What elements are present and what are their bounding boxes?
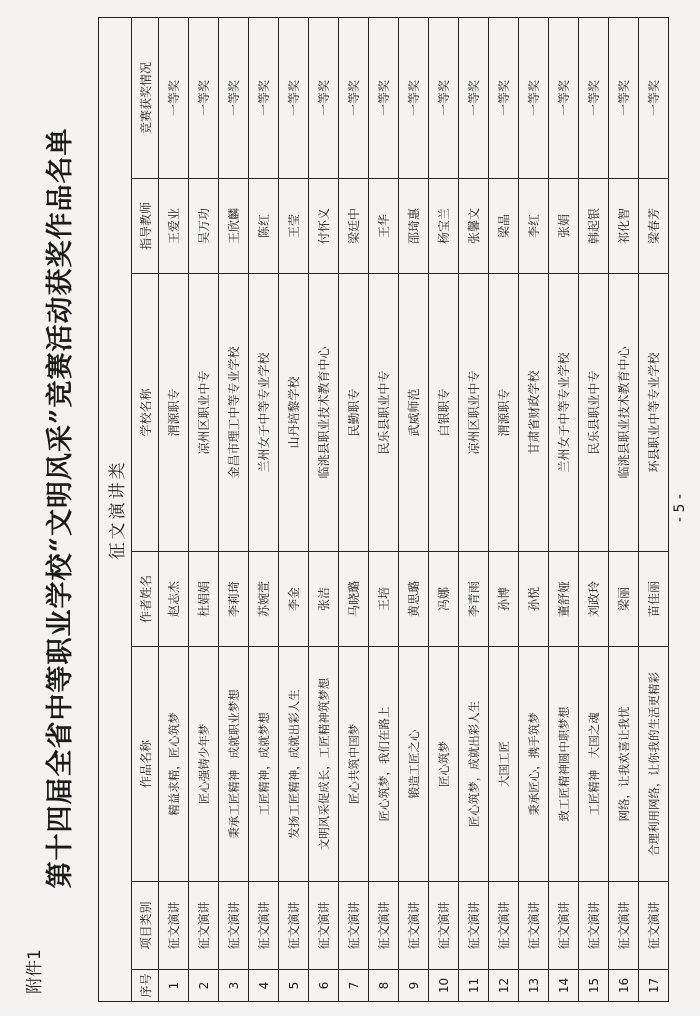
cell-author: 董舒娅 [549,552,579,647]
cell-category: 征文演讲 [549,882,579,970]
cell-school: 甘肃省财政学校 [519,274,549,552]
cell-author: 刘政玲 [579,552,609,647]
table-row [399,18,429,1002]
cell-author: 孙博 [489,552,519,647]
cell-teacher: 张馨文 [459,179,489,274]
cell-title: 匠心共筑中国梦 [339,647,369,882]
col-header-category: 项目类别 [132,882,159,970]
cell-author: 王培 [369,552,399,647]
table-row [459,18,489,1002]
cell-teacher: 王欣麟 [219,179,249,274]
cell-author: 苏婉萱 [249,552,279,647]
cell-author: 李金 [279,552,309,647]
table-row [249,18,279,1002]
col-header-title: 作品名称 [132,647,159,882]
cell-author: 黄思璐 [399,552,429,647]
table-row [549,18,579,1002]
cell-author: 李莉琦 [219,552,249,647]
cell-teacher: 韩起银 [579,179,609,274]
cell-teacher: 张娟 [549,179,579,274]
cell-school: 武威师范 [399,274,429,552]
cell-category: 征文演讲 [429,882,459,970]
cell-no: 8 [369,970,399,1002]
cell-teacher: 王爱业 [159,179,189,274]
document-title: 第十四届全省中等职业学校“文明风采”竞赛活动获奖作品名单 [45,127,76,889]
cell-school: 山丹培黎学校 [279,274,309,552]
cell-author: 梁丽 [609,552,639,647]
section-row [99,18,132,1002]
cell-school: 渭源职专 [489,274,519,552]
attachment-label: 附件1 [25,949,45,994]
cell-teacher: 吴万功 [189,179,219,274]
col-header-author: 作者姓名 [132,552,159,647]
table-row [639,18,669,1002]
cell-category: 征文演讲 [309,882,339,970]
cell-school: 民勤职专 [339,274,369,552]
table-body [159,18,669,1002]
cell-title: 大国工匠 [489,647,519,882]
cell-teacher: 梁廷中 [339,179,369,274]
cell-category: 征文演讲 [339,882,369,970]
header-row [132,18,159,1002]
cell-teacher: 付怀义 [309,179,339,274]
section-title: 征文演讲类 [99,18,132,1002]
cell-award: 一等奖 [549,18,579,179]
cell-school: 临洮县职业技术教育中心 [309,274,339,552]
cell-no: 9 [399,970,429,1002]
col-header-no: 序号 [132,970,159,1002]
cell-title: 网络，让我欢喜让我忧 [609,647,639,882]
cell-no: 3 [219,970,249,1002]
cell-school: 民乐县职业中专 [579,274,609,552]
cell-school: 环县职业中等专业学校 [639,274,669,552]
cell-award: 一等奖 [189,18,219,179]
cell-teacher: 梁春芳 [639,179,669,274]
cell-title: 匠心筑梦，成就出彩人生 [459,647,489,882]
cell-no: 5 [279,970,309,1002]
table-row [309,18,339,1002]
cell-no: 11 [459,970,489,1002]
cell-category: 征文演讲 [639,882,669,970]
table-row [519,18,549,1002]
cell-author: 李青雨 [459,552,489,647]
cell-no: 2 [189,970,219,1002]
cell-school: 白银职专 [429,274,459,552]
cell-award: 一等奖 [279,18,309,179]
cell-no: 15 [579,970,609,1002]
cell-award: 一等奖 [429,18,459,179]
cell-title: 致工匠精神圆中职梦想 [549,647,579,882]
cell-no: 17 [639,970,669,1002]
cell-award: 一等奖 [309,18,339,179]
cell-no: 14 [549,970,579,1002]
cell-award: 一等奖 [339,18,369,179]
award-table [98,17,669,1002]
cell-author: 苗佳丽 [639,552,669,647]
table-row [429,18,459,1002]
cell-teacher: 王华 [369,179,399,274]
cell-school: 凉州区职业中专 [459,274,489,552]
cell-author: 马晓璐 [339,552,369,647]
cell-no: 12 [489,970,519,1002]
cell-category: 征文演讲 [159,882,189,970]
cell-no: 4 [249,970,279,1002]
table-row [369,18,399,1002]
cell-award: 一等奖 [249,18,279,179]
cell-no: 10 [429,970,459,1002]
cell-title: 秉承工匠精神 成就职业梦想 [219,647,249,882]
cell-teacher: 李红 [519,179,549,274]
page-number: - 5 - [672,494,688,522]
cell-title: 工匠精神，成就梦想 [249,647,279,882]
col-header-award: 竞赛获奖情况 [132,18,159,179]
cell-category: 征文演讲 [249,882,279,970]
cell-award: 一等奖 [489,18,519,179]
col-header-school: 学校名称 [132,274,159,552]
cell-award: 一等奖 [609,18,639,179]
cell-no: 13 [519,970,549,1002]
cell-author: 赵志杰 [159,552,189,647]
cell-title: 锻造工匠之心 [399,647,429,882]
cell-teacher: 祁化智 [609,179,639,274]
table-row [579,18,609,1002]
table-row [189,18,219,1002]
cell-no: 6 [309,970,339,1002]
cell-no: 7 [339,970,369,1002]
cell-category: 征文演讲 [189,882,219,970]
cell-school: 金昌市理工中等专业学校 [219,274,249,552]
cell-category: 征文演讲 [219,882,249,970]
cell-category: 征文演讲 [489,882,519,970]
cell-title: 秉承匠心，携手筑梦 [519,647,549,882]
cell-no: 1 [159,970,189,1002]
cell-author: 张洁 [309,552,339,647]
cell-teacher: 王莹 [279,179,309,274]
cell-teacher: 邵琦惠 [399,179,429,274]
cell-title: 匠心强铸少年梦 [189,647,219,882]
award-table-wrapper [98,18,669,1002]
table-row [489,18,519,1002]
cell-category: 征文演讲 [279,882,309,970]
cell-school: 民乐县职业中专 [369,274,399,552]
table-row [339,18,369,1002]
cell-category: 征文演讲 [369,882,399,970]
cell-title: 发扬工匠精神，成就出彩人生 [279,647,309,882]
cell-school: 兰州女子中等专业学校 [549,274,579,552]
table-row [159,18,189,1002]
table-row [219,18,249,1002]
cell-author: 孙悦 [519,552,549,647]
cell-title: 文明风采促成长，工匠精神筑梦想 [309,647,339,882]
cell-award: 一等奖 [639,18,669,179]
cell-category: 征文演讲 [459,882,489,970]
table-row [279,18,309,1002]
cell-title: 精益求精，匠心筑梦 [159,647,189,882]
cell-award: 一等奖 [519,18,549,179]
cell-category: 征文演讲 [399,882,429,970]
cell-no: 16 [609,970,639,1002]
cell-teacher: 梁晶 [489,179,519,274]
cell-award: 一等奖 [459,18,489,179]
cell-school: 凉州区职业中专 [189,274,219,552]
cell-award: 一等奖 [369,18,399,179]
cell-title: 匠心筑梦 [429,647,459,882]
cell-award: 一等奖 [219,18,249,179]
cell-author: 杜娟娟 [189,552,219,647]
cell-category: 征文演讲 [579,882,609,970]
cell-school: 渭源职专 [159,274,189,552]
cell-title: 合理利用网络，让你我的生活更精彩 [639,647,669,882]
cell-author: 冯娜 [429,552,459,647]
cell-teacher: 杨宝兰 [429,179,459,274]
cell-award: 一等奖 [579,18,609,179]
cell-school: 临洮县职业技术教育中心 [609,274,639,552]
cell-category: 征文演讲 [609,882,639,970]
cell-teacher: 陈红 [249,179,279,274]
table-row [609,18,639,1002]
col-header-teacher: 指导教师 [132,179,159,274]
cell-category: 征文演讲 [519,882,549,970]
cell-title: 工匠精神 大国之魂 [579,647,609,882]
cell-school: 兰州女子中等专业学校 [249,274,279,552]
cell-award: 一等奖 [399,18,429,179]
cell-title: 匠心筑梦，我们在路上 [369,647,399,882]
cell-award: 一等奖 [159,18,189,179]
